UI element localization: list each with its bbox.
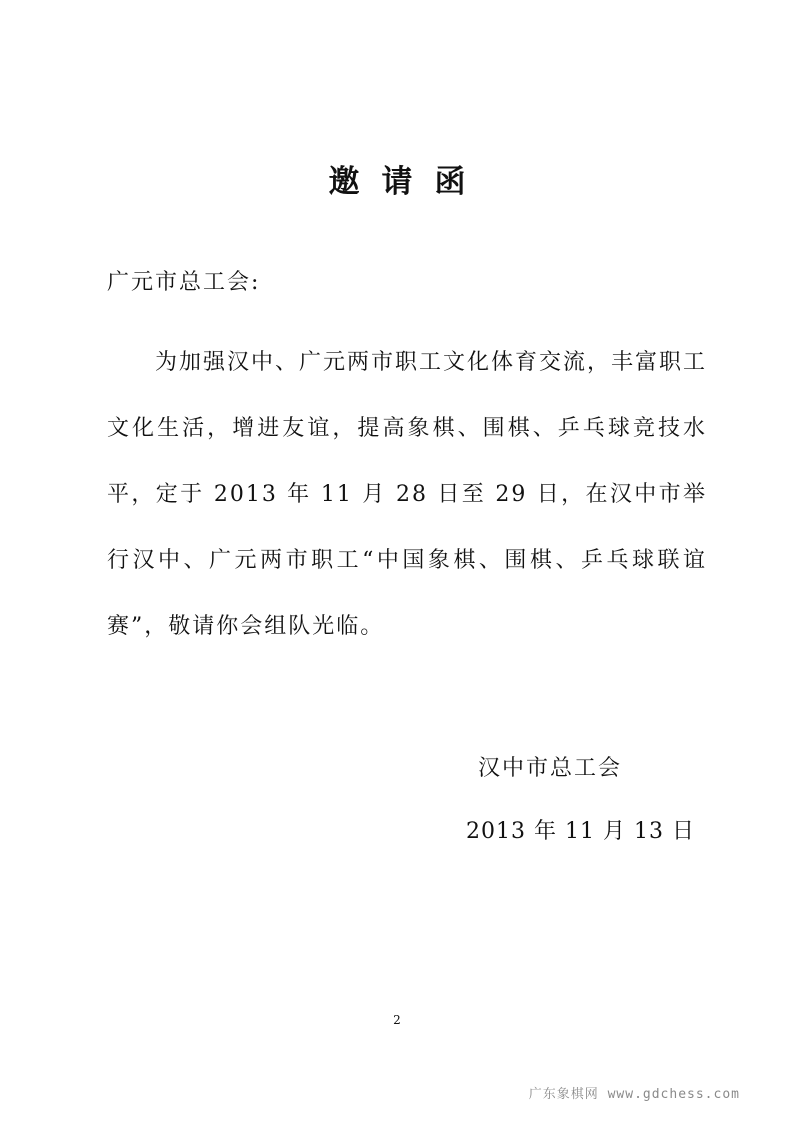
signature-date: 2013 年 11 月 13 日 [466, 819, 695, 844]
document-title: 邀请函 [328, 164, 488, 200]
site-watermark: 广东象棋网 www.gdchess.com [528, 1087, 740, 1102]
salutation: 广元市总工会: [107, 270, 261, 295]
signature-organization: 汉中市总工会 [478, 756, 623, 781]
body-paragraph: 为加强汉中、广元两市职工文化体育交流，丰富职工文化生活，增进友谊，提高象棋、围棋、乒乓球竞技水平，定于 2013 年 11 月 28 日至 29 日，在汉中市举行汉中、广元两市职工“中国象棋、围棋、乒乓球联谊赛”，敬请你会组队光临。 [107, 350, 708, 639]
page-number: 2 [393, 1013, 401, 1027]
